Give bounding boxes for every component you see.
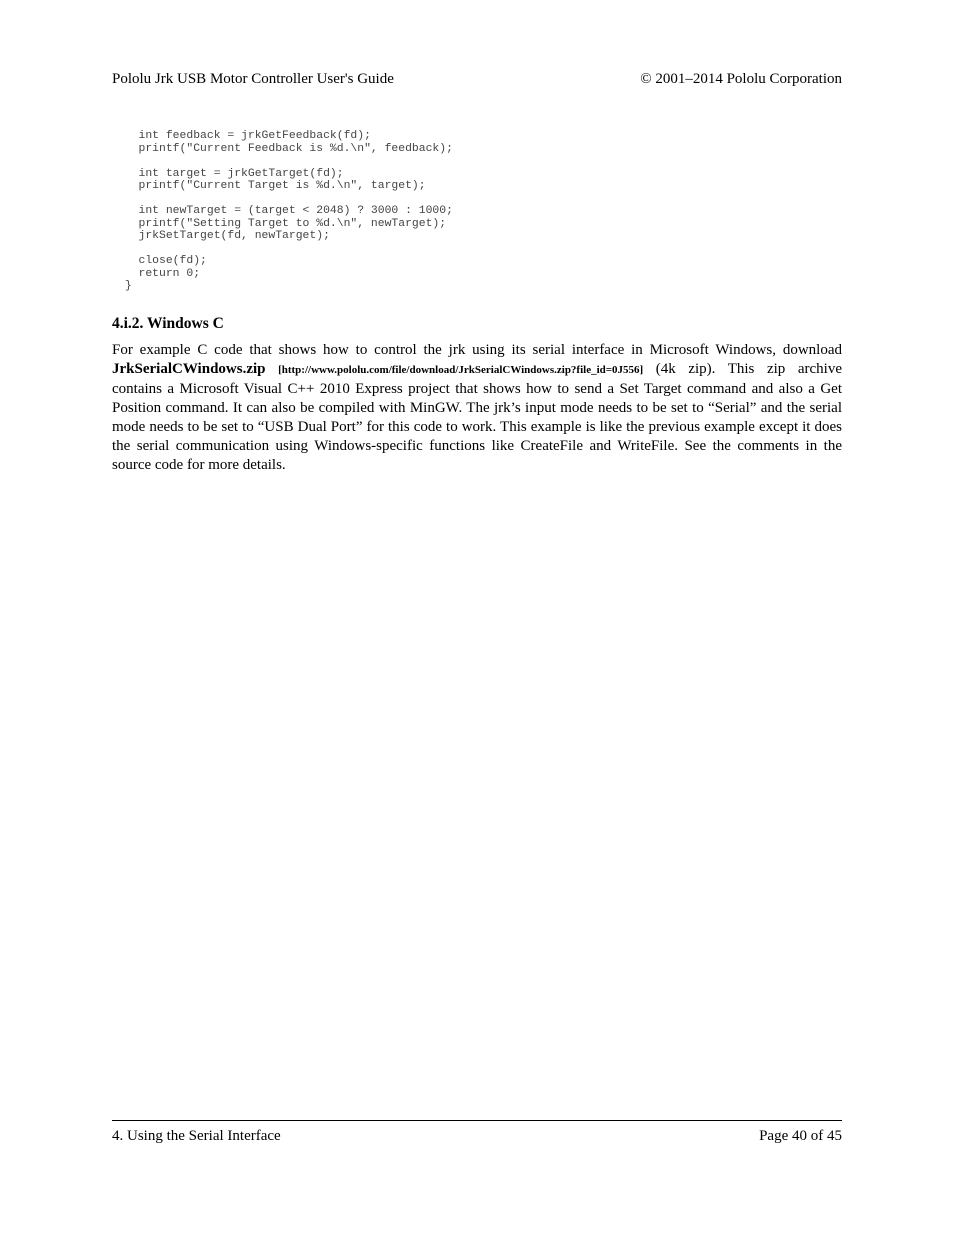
page-number: Page 40 of 45 — [759, 1128, 842, 1144]
paragraph-body: (4k zip). This zip archive contains a Microsoft Visual C++ 2010 Express project that shows how to send a Set Target command and also a Get Position command. It can also be compiled with MinGW. The jrk’s input mode needs to be set to “Serial” and the serial mode needs to be set to “USB Dual Port” for this code to work. This example is like the previous example except it does the serial communication using Windows-specific functions like CreateFile and WriteFile. See the comments in the source code for more details. — [112, 361, 842, 473]
download-url[interactable]: [http://www.pololu.com/file/download/JrkSerialCWindows.zip?file_id=0J556] — [278, 364, 644, 376]
code-line: } — [118, 280, 132, 292]
code-line — [118, 155, 453, 168]
section-heading: 4.i.2. Windows C — [112, 315, 224, 332]
footer-divider — [112, 1120, 842, 1121]
document-title: Pololu Jrk USB Motor Controller User's Guide — [112, 71, 394, 87]
paragraph-intro: For example C code that shows how to control the jrk using its serial interface in Microsoft Windows, download — [112, 342, 842, 358]
download-link[interactable]: JrkSerialCWindows.zip — [112, 361, 266, 377]
code-line: printf("Current Target is %d.\n", target); — [118, 180, 426, 192]
page-header — [112, 70, 842, 88]
copyright-notice: © 2001–2014 Pololu Corporation — [640, 71, 842, 87]
code-line: int newTarget = (target < 2048) ? 3000 : 1000; — [118, 205, 453, 217]
code-block — [118, 130, 453, 293]
section-paragraph — [112, 341, 842, 475]
code-line: return 0; — [118, 267, 201, 280]
code-line: jrkSetTarget(fd, newTarget); — [118, 230, 330, 242]
code-line: int feedback = jrkGetFeedback(fd); — [118, 130, 371, 142]
code-line: int target = jrkGetTarget(fd); — [118, 167, 344, 180]
page-footer — [112, 1127, 842, 1145]
code-line: printf("Setting Target to %d.\n", newTarget); — [118, 217, 447, 230]
code-line: printf("Current Feedback is %d.\n", feedback); — [118, 142, 453, 155]
code-line: close(fd); — [118, 255, 207, 267]
code-line — [118, 243, 453, 256]
code-line — [118, 193, 453, 206]
footer-section-name: 4. Using the Serial Interface — [112, 1128, 281, 1144]
